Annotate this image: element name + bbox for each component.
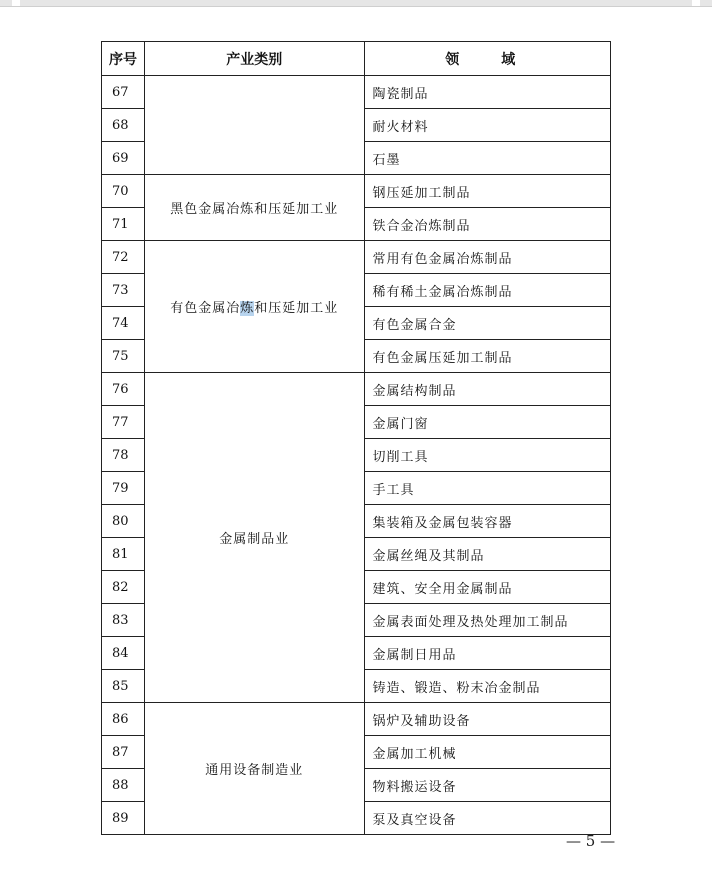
row-field: 锅炉及辅助设备 xyxy=(364,703,611,736)
industry-table xyxy=(101,41,611,835)
row-no: 77 xyxy=(102,406,145,439)
row-no: 68 xyxy=(102,109,145,142)
category-ferrous: 黑色金属冶炼和压延加工业 xyxy=(145,175,364,241)
row-no: 87 xyxy=(102,736,145,769)
row-field: 铸造、锻造、粉末冶金制品 xyxy=(364,670,611,703)
category-metal-products: 金属制品业 xyxy=(145,373,364,703)
top-border-strip xyxy=(0,0,712,7)
table-row xyxy=(102,373,611,406)
row-field: 石墨 xyxy=(364,142,611,175)
header-category: 产业类别 xyxy=(145,42,364,76)
row-no: 76 xyxy=(102,373,145,406)
table-row xyxy=(102,703,611,736)
page-number: — 5 — xyxy=(566,832,616,850)
row-no: 75 xyxy=(102,340,145,373)
row-no: 74 xyxy=(102,307,145,340)
row-no: 82 xyxy=(102,571,145,604)
category-general-equipment: 通用设备制造业 xyxy=(145,703,364,835)
row-field: 金属门窗 xyxy=(364,406,611,439)
row-no: 73 xyxy=(102,274,145,307)
row-no: 88 xyxy=(102,769,145,802)
row-field: 泵及真空设备 xyxy=(364,802,611,835)
row-no: 89 xyxy=(102,802,145,835)
row-no: 81 xyxy=(102,538,145,571)
category-nonferrous xyxy=(145,241,364,373)
row-field: 陶瓷制品 xyxy=(364,76,611,109)
table-row xyxy=(102,76,611,109)
category-cell-empty xyxy=(145,76,364,175)
row-field: 金属结构制品 xyxy=(364,373,611,406)
row-no: 83 xyxy=(102,604,145,637)
category-nonferrous-part1: 有色金属冶 xyxy=(170,301,241,316)
table-row xyxy=(102,175,611,208)
table-header-row xyxy=(102,42,611,76)
row-field: 切削工具 xyxy=(364,439,611,472)
row-field: 建筑、安全用金属制品 xyxy=(364,571,611,604)
row-field: 金属制日用品 xyxy=(364,637,611,670)
text-selection-highlight[interactable]: 炼 xyxy=(240,301,255,316)
row-field: 金属加工机械 xyxy=(364,736,611,769)
row-no: 72 xyxy=(102,241,145,274)
row-no: 67 xyxy=(102,76,145,109)
row-field: 耐火材料 xyxy=(364,109,611,142)
row-field: 铁合金冶炼制品 xyxy=(364,208,611,241)
row-no: 70 xyxy=(102,175,145,208)
row-field: 有色金属合金 xyxy=(364,307,611,340)
row-no: 79 xyxy=(102,472,145,505)
row-field: 集装箱及金属包装容器 xyxy=(364,505,611,538)
row-no: 78 xyxy=(102,439,145,472)
table-row xyxy=(102,241,611,274)
row-field: 金属丝绳及其制品 xyxy=(364,538,611,571)
row-no: 69 xyxy=(102,142,145,175)
category-nonferrous-part2: 和压延加工业 xyxy=(254,301,339,316)
row-no: 86 xyxy=(102,703,145,736)
row-field: 物料搬运设备 xyxy=(364,769,611,802)
row-field: 金属表面处理及热处理加工制品 xyxy=(364,604,611,637)
row-field: 钢压延加工制品 xyxy=(364,175,611,208)
row-no: 71 xyxy=(102,208,145,241)
row-no: 85 xyxy=(102,670,145,703)
header-no: 序号 xyxy=(102,42,145,76)
row-no: 84 xyxy=(102,637,145,670)
top-marker-right xyxy=(692,0,700,6)
row-no: 80 xyxy=(102,505,145,538)
row-field: 手工具 xyxy=(364,472,611,505)
row-field: 有色金属压延加工制品 xyxy=(364,340,611,373)
row-field: 稀有稀土金属冶炼制品 xyxy=(364,274,611,307)
top-marker-left xyxy=(12,0,20,6)
header-field: 领 域 xyxy=(364,42,611,76)
row-field: 常用有色金属冶炼制品 xyxy=(364,241,611,274)
